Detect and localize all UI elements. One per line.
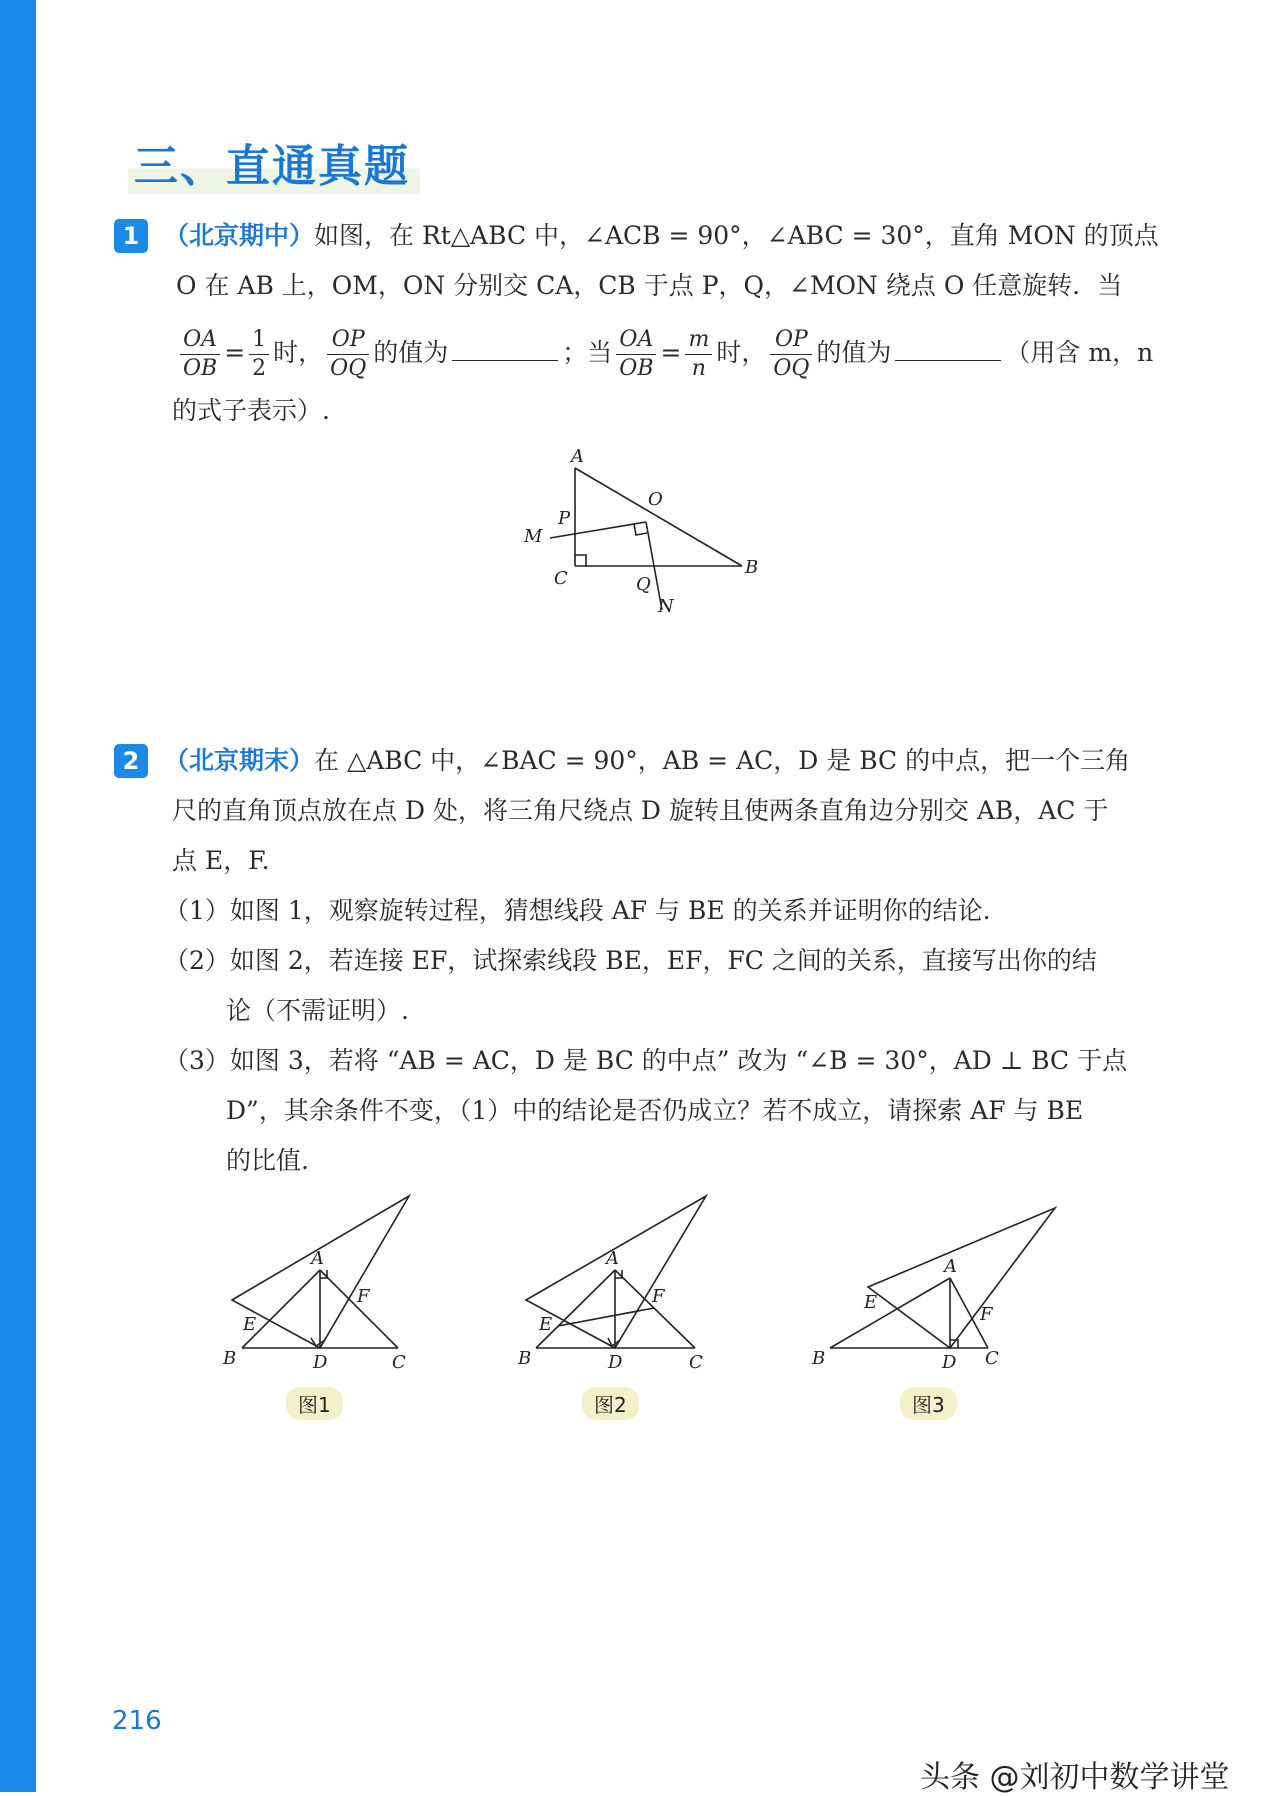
- q1-label-a: A: [571, 446, 584, 467]
- fig1-label-e: E: [243, 1314, 257, 1335]
- q1-right-angle-o: [634, 524, 647, 535]
- q1-equals-1: =: [224, 338, 246, 367]
- q1-answer-blank-1[interactable]: [452, 334, 558, 361]
- fig1-label-d: D: [313, 1352, 328, 1373]
- q1-fraction-oa-ob-2: $\frac{OA}{OB}$: [616, 326, 656, 383]
- q1-figure: [510, 440, 770, 620]
- q2-line-1: [164, 736, 1130, 786]
- sidebar-color-bar: [0, 0, 36, 1792]
- q1-when-3: 时，: [716, 338, 767, 367]
- q1-fraction-oa-ob: $\frac{OA}{OB}$: [180, 326, 220, 383]
- question-2-number-badge: 2: [114, 744, 148, 778]
- fig3-label-c: C: [985, 1348, 999, 1369]
- q1-line-3: [176, 318, 1153, 388]
- q1-when-2: ；当: [562, 338, 613, 367]
- q1-label-b: B: [745, 557, 759, 578]
- q2-text-1: 在 △ABC 中，∠BAC = 90°，AB = AC，D 是 BC 的中点，把一个三角: [314, 746, 1131, 775]
- fig1-segment-ab: [242, 1270, 320, 1348]
- fig2-label-b: B: [518, 1348, 532, 1369]
- q2-source-tag: （北京期末）: [164, 746, 315, 775]
- question-1-number-badge: 1: [114, 219, 148, 253]
- fig1-label-c: C: [392, 1352, 406, 1373]
- q2-part-1: （1）如图 1，观察旋转过程，猜想线段 AF 与 BE 的关系并证明你的结论.: [164, 896, 991, 925]
- q1-source-tag: （北京期中）: [164, 221, 315, 250]
- section-title: 三、直通真题: [128, 130, 420, 194]
- fig2-label-c: C: [689, 1352, 703, 1373]
- q2-line-2: 尺的直角顶点放在点 D 处，将三角尺绕点 D 旋转且使两条直角边分别交 AB，AC 于: [172, 796, 1109, 825]
- fig3-label-d: D: [942, 1352, 957, 1373]
- fig3-label-b: B: [812, 1348, 826, 1369]
- q2-figure-1: [215, 1188, 425, 1378]
- fig2-label-a: A: [606, 1248, 619, 1269]
- q1-when-1: 时，: [273, 338, 324, 367]
- fig3-label-a: A: [944, 1256, 957, 1277]
- q1-label-n: N: [658, 596, 674, 617]
- q1-line-1: [164, 211, 1159, 261]
- q1-right-angle-c: [575, 555, 586, 566]
- q1-value-is-2: 的值为: [816, 338, 892, 367]
- fig1-label-b: B: [223, 1348, 237, 1369]
- fig3-segment-ab: [830, 1278, 950, 1348]
- page-number: 216: [112, 1706, 162, 1736]
- q1-segment-ab: [575, 468, 742, 566]
- fig1-label-a: A: [311, 1248, 324, 1269]
- q1-label-c: C: [554, 568, 568, 589]
- q1-fraction-one-half: $\frac{1}{2}$: [249, 326, 269, 383]
- q1-label-q: Q: [636, 574, 651, 595]
- fig3-label-e: E: [864, 1292, 878, 1313]
- fig2-label-d: D: [608, 1352, 623, 1373]
- q1-equals-2: =: [660, 338, 682, 367]
- q2-part-2-line-2: 论（不需证明）.: [226, 996, 409, 1025]
- q1-line-2: O 在 AB 上，OM，ON 分别交 CA，CB 于点 P，Q，∠MON 绕点 O 任意旋转．当: [176, 271, 1123, 300]
- q2-line-3: 点 E，F.: [172, 846, 270, 875]
- q1-label-m: M: [524, 526, 543, 547]
- fig3-caption: 图3: [900, 1387, 957, 1420]
- fig2-label-f: F: [652, 1286, 665, 1307]
- q1-line-4: 的式子表示）.: [172, 396, 330, 425]
- q1-label-p: P: [558, 508, 571, 529]
- q1-text-1: 如图，在 Rt△ABC 中，∠ACB = 90°，∠ABC = 30°，直角 MON 的顶点: [314, 221, 1159, 250]
- q1-label-o: O: [648, 489, 663, 510]
- q2-figure-2: [512, 1188, 722, 1378]
- fig1-caption: 图1: [286, 1387, 343, 1420]
- q1-using-mn: （用含 m，n: [1005, 338, 1154, 367]
- fig2-segment-ef: [558, 1308, 654, 1326]
- q1-fraction-op-oq-1: $\frac{OP}{OQ}$: [327, 326, 369, 383]
- q1-fraction-op-oq-2: $\frac{OP}{OQ}$: [770, 326, 812, 383]
- q1-fraction-m-n: $\frac{m}{n}$: [685, 326, 712, 383]
- q1-value-is-1: 的值为: [373, 338, 449, 367]
- fig2-segment-ab: [536, 1270, 615, 1348]
- q2-part-3-line-1: （3）如图 3，若将 “AB = AC，D 是 BC 的中点” 改为 “∠B = 30°，AD ⊥ BC 于点: [164, 1046, 1128, 1075]
- q2-part-3-line-2: D”，其余条件不变，（1）中的结论是否仍成立？若不成立，请探索 AF 与 BE: [226, 1096, 1084, 1125]
- q2-figure-3: [800, 1188, 1080, 1378]
- watermark: 头条 @刘初中数学讲堂: [920, 1760, 1230, 1795]
- q2-part-2-line-1: （2）如图 2，若连接 EF，试探索线段 BE，EF，FC 之间的关系，直接写出你的结: [164, 946, 1097, 975]
- q1-answer-blank-2[interactable]: [895, 334, 1001, 361]
- fig3-label-f: F: [980, 1304, 993, 1325]
- q2-part-3-line-3: 的比值.: [226, 1146, 309, 1175]
- fig1-label-f: F: [357, 1286, 370, 1307]
- fig2-label-e: E: [539, 1314, 553, 1335]
- fig3-set-square: [868, 1208, 1055, 1348]
- fig2-caption: 图2: [582, 1387, 639, 1420]
